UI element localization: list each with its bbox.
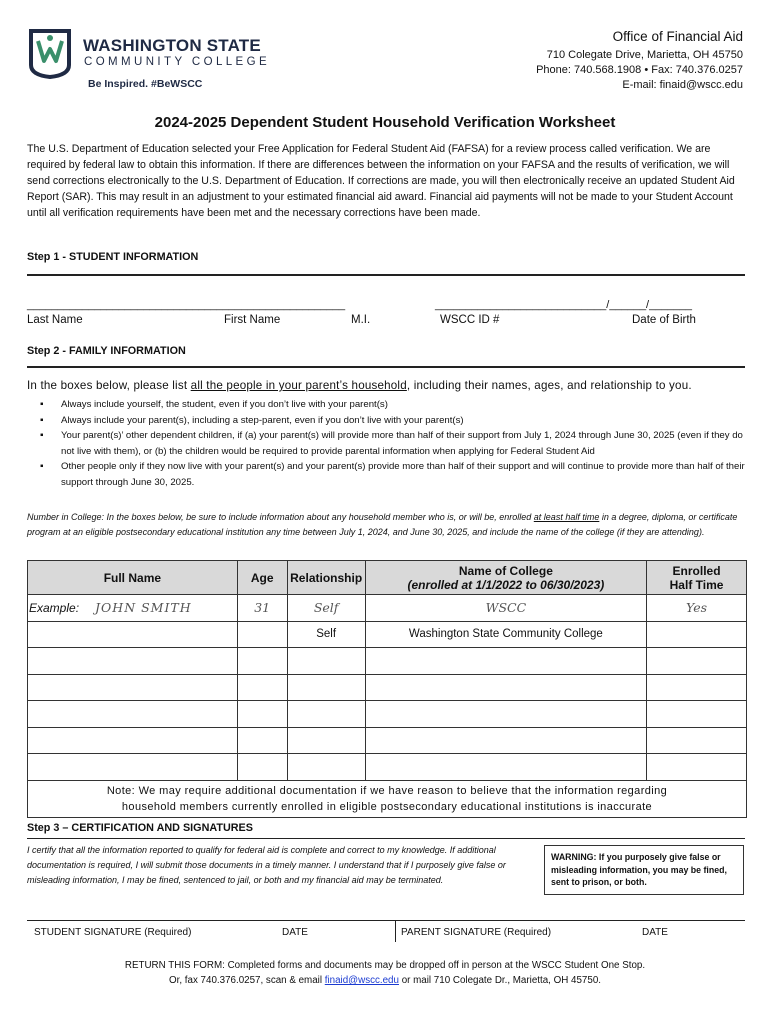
name-cell[interactable] (28, 674, 238, 701)
name-cell[interactable] (28, 727, 238, 754)
parent-signature-label: PARENT SIGNATURE (Required) (401, 927, 552, 938)
example-row (28, 595, 747, 622)
col-college (365, 561, 646, 595)
table-row (28, 754, 747, 781)
name-cell[interactable] (28, 754, 238, 781)
instructions-text: , including their names, ages, and relationship to you. (406, 379, 692, 392)
intro-paragraph: The U.S. Department of Education selected your Free Application for Federal Student Aid (FAFSA) for a review process called verification. We are required by federal law to obtain this information. If there are differences between the information on your FAFSA and the results of verification, we will send corrections electronically to the U.S. Department of Education. If corrections are made, you will then electronically receive an updated Student Aid Report (SAR). This may result in an adjustment to your estimated financial aid award. Financial aid payments will not be made to your Student Account until all verification requirements have been met and the necessary corrections have been made. (27, 143, 735, 219)
number-in-college-note (27, 510, 745, 540)
dob-label: Date of Birth (632, 314, 696, 326)
col-half-line2: Half Time (669, 577, 724, 592)
return-line-2 (0, 973, 770, 988)
relationship-cell[interactable] (287, 727, 365, 754)
relationship-cell[interactable] (287, 648, 365, 675)
office-contact-block (536, 29, 743, 93)
office-phone-fax: Phone: 740.568.1908 • Fax: 740.376.0257 (536, 64, 743, 76)
household-rules-list (40, 397, 748, 490)
name-cell[interactable] (28, 701, 238, 728)
enrollment-note (28, 780, 747, 817)
student-signature-label: STUDENT SIGNATURE (Required) (34, 927, 192, 938)
certification-statement: I certify that all the information reported to qualify for federal aid is complete and correct to my knowledge. If additional documentation is required, I will submit those documents in a timely manner. I understand that if I purposely give false or misleading information, I may be fined, sentenced to jail, or both and my financial aid may be terminated. (27, 845, 506, 885)
list-item: ▪ Always include your parent(s), including a step-parent, even if you don’t live with your parent(s) (40, 413, 748, 429)
example-name: JOHN SMITH (95, 600, 192, 616)
age-cell[interactable] (237, 701, 287, 728)
example-name-cell (28, 595, 238, 622)
student-id-dob-field[interactable]: ____________________________/______/_______ (435, 299, 692, 311)
age-cell[interactable] (237, 754, 287, 781)
list-item: ▪ Other people only if they now live with your parent(s) and your parent(s) provide more than half of their support and will continue to provide more than half of their support through June 30, 2025. (40, 459, 748, 490)
col-full-name: Full Name (28, 561, 238, 595)
relationship-cell[interactable]: Self (287, 621, 365, 648)
example-college: WSCC (365, 595, 646, 622)
list-item: ▪ Always include yourself, the student, even if you don’t live with your parent(s) (40, 397, 748, 413)
table-row (28, 701, 747, 728)
table-row (28, 727, 747, 754)
age-cell[interactable] (237, 727, 287, 754)
table-row (28, 621, 747, 648)
age-cell[interactable] (237, 674, 287, 701)
step1-heading: Step 1 - STUDENT INFORMATION (27, 251, 199, 263)
relationship-cell[interactable] (287, 701, 365, 728)
college-cell[interactable]: Washington State Community College (365, 621, 646, 648)
household-instructions (27, 379, 692, 392)
note-line: Note: We may require additional documentation if we have reason to believe that the information regarding (106, 784, 668, 797)
note-text: in a degree, diploma, or certificate program at an eligible postsecondary educational institution any time between July 1, 2024, and June 30, 2025, and include the name of the college (if they are attending). (27, 512, 738, 537)
instructions-text: In the boxes below, please list (27, 379, 191, 392)
warning-box: WARNING: If you purposely give false or misleading information, you may be fined, sent to prison, or both. (544, 845, 744, 895)
college-cell[interactable] (365, 701, 646, 728)
divider (27, 838, 745, 839)
col-relationship: Relationship (287, 561, 365, 595)
college-cell[interactable] (365, 754, 646, 781)
last-name-label: Last Name (27, 314, 83, 326)
school-name: WASHINGTON STATE (83, 36, 261, 55)
return-text: or mail 710 Colegate Dr., Marietta, OH 45750. (398, 975, 601, 986)
example-age: 31 (237, 595, 287, 622)
relationship-cell[interactable] (287, 754, 365, 781)
college-logo-icon (27, 27, 73, 79)
divider (27, 274, 745, 276)
half-time-cell[interactable] (647, 621, 747, 648)
table-row (28, 674, 747, 701)
table-header-row (28, 561, 747, 595)
return-text: Or, fax 740.376.0257, scan & email (168, 975, 325, 986)
col-age: Age (237, 561, 287, 595)
student-date-label: DATE (282, 927, 308, 938)
instructions-emphasis: all the people in your parent’s household (190, 379, 407, 392)
list-item: ▪ Your parent(s)’ other dependent children, if (a) your parent(s) will provide more than half of their support from July 1, 2024 through June 30, 2025 (even if they do not live with them), or (b) the children would be required to provide parental information when applying for Federal Student Aid (40, 428, 748, 459)
age-cell[interactable] (237, 648, 287, 675)
example-half-time: Yes (647, 595, 747, 622)
name-cell[interactable] (28, 621, 238, 648)
college-cell[interactable] (365, 674, 646, 701)
half-time-cell[interactable] (647, 674, 747, 701)
half-time-cell[interactable] (647, 648, 747, 675)
note-text: Number in College: In the boxes below, be sure to include information about any household member who is, or will be, enrolled (27, 512, 534, 522)
college-cell[interactable] (365, 648, 646, 675)
col-college-line2: (enrolled at 1/1/2022 to 06/30/2023) (407, 577, 605, 592)
example-relationship: Self (287, 595, 365, 622)
office-title: Office of Financial Aid (612, 29, 743, 44)
first-name-label: First Name (224, 314, 281, 326)
school-tagline: Be Inspired. #BeWSCC (88, 78, 203, 90)
wscc-id-label: WSCC ID # (440, 314, 500, 326)
name-cell[interactable] (28, 648, 238, 675)
household-table (27, 560, 747, 818)
age-cell[interactable] (237, 621, 287, 648)
office-address: 710 Colegate Drive, Marietta, OH 45750 (546, 49, 743, 61)
student-name-field[interactable]: ____________________________________________________ (27, 299, 346, 311)
college-cell[interactable] (365, 727, 646, 754)
email-link[interactable]: finaid@wscc.edu (324, 975, 399, 986)
step3-heading: Step 3 – CERTIFICATION AND SIGNATURES (27, 822, 253, 834)
half-time-cell[interactable] (647, 727, 747, 754)
return-line-1: RETURN THIS FORM: Completed forms and documents may be dropped off in person at the WSCC Student One Stop. (124, 960, 646, 971)
parent-date-label: DATE (642, 927, 668, 938)
page-title: 2024-2025 Dependent Student Household Verification Worksheet (154, 114, 616, 131)
note-line: household members currently enrolled in eligible postsecondary educational institutions is inaccurate (121, 800, 653, 813)
relationship-cell[interactable] (287, 674, 365, 701)
half-time-cell[interactable] (647, 754, 747, 781)
col-half-line1: Enrolled (672, 563, 721, 578)
col-half-time (647, 561, 747, 595)
example-label: Example: (29, 601, 80, 616)
table-note-row (28, 780, 747, 817)
mi-label: M.I. (351, 314, 371, 326)
step2-heading: Step 2 - FAMILY INFORMATION (27, 345, 186, 357)
signature-line[interactable] (27, 920, 745, 921)
office-email: E-mail: finaid@wscc.edu (622, 79, 743, 91)
divider (27, 366, 745, 368)
half-time-cell[interactable] (647, 701, 747, 728)
note-emphasis: at least half time (533, 512, 600, 522)
return-instructions (0, 958, 770, 988)
table-row (28, 648, 747, 675)
col-college-line1: Name of College (458, 563, 553, 578)
divider (395, 920, 396, 942)
school-subname: COMMUNITY COLLEGE (84, 56, 271, 68)
